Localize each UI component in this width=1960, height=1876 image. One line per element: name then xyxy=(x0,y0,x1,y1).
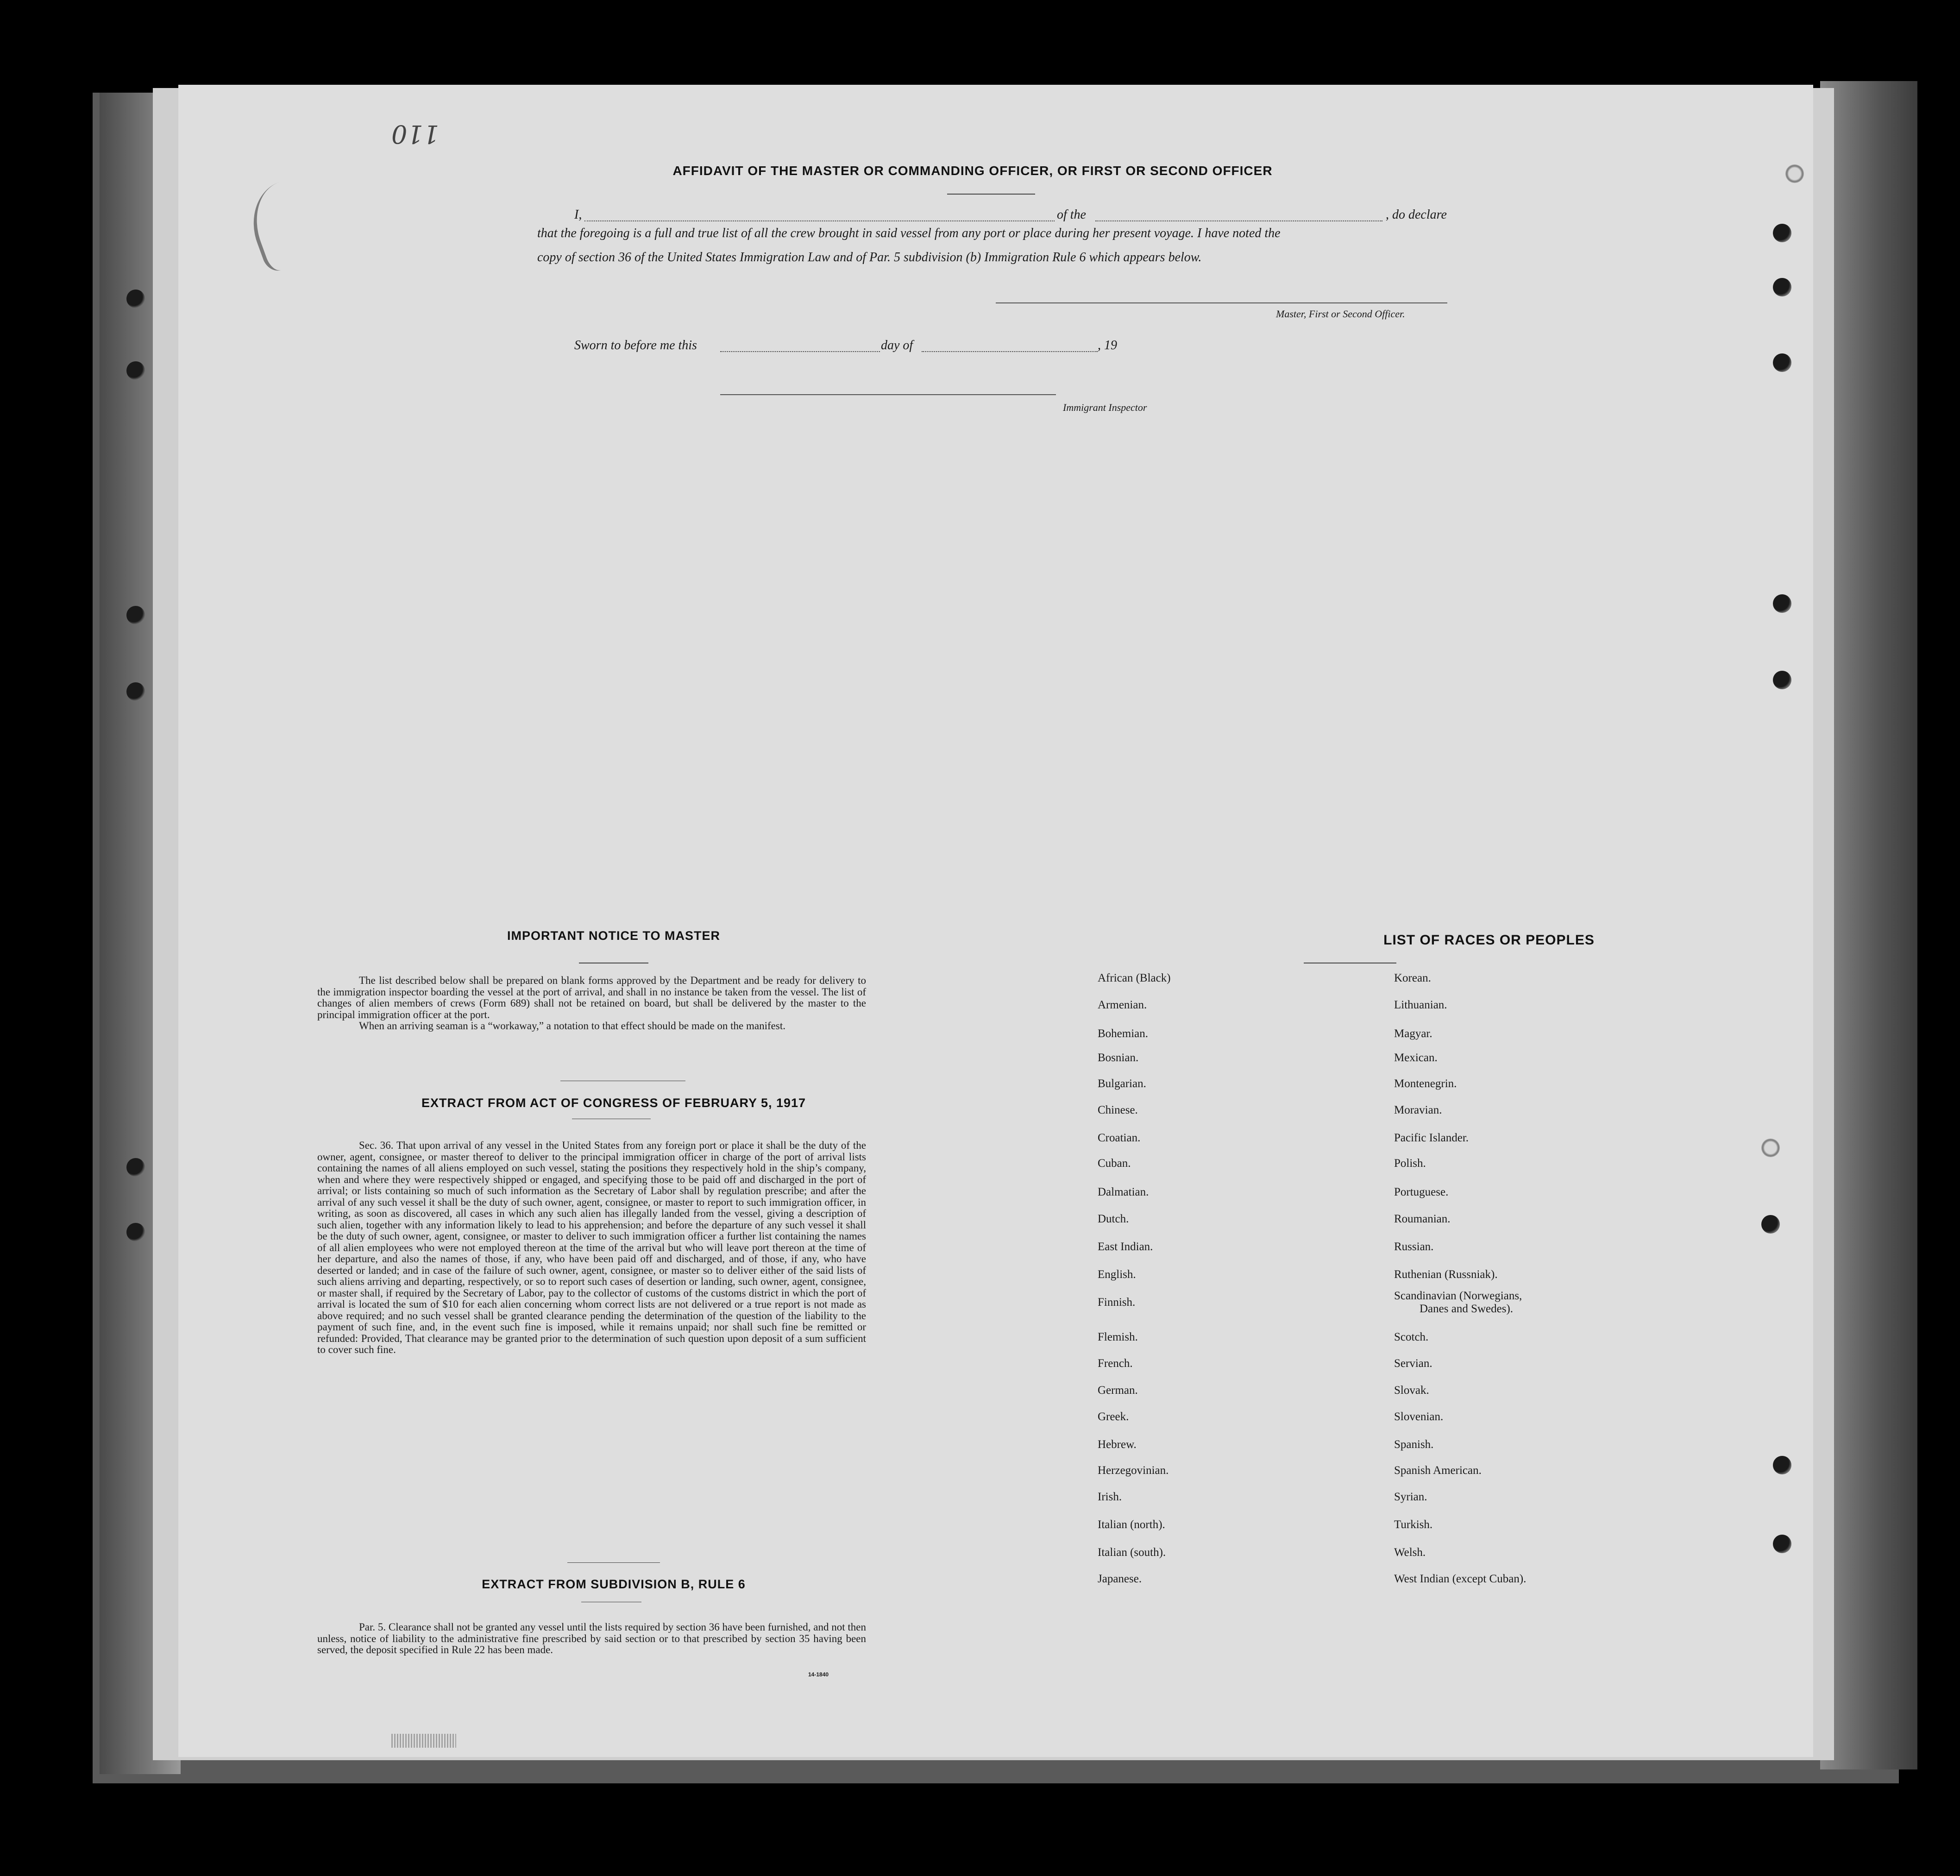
race-entry: German. xyxy=(1098,1384,1138,1397)
race-entry: Greek. xyxy=(1098,1410,1129,1423)
races-right-column xyxy=(1394,972,1672,1694)
race-entry: Slovak. xyxy=(1394,1384,1429,1397)
sworn-day-field[interactable] xyxy=(720,351,880,352)
race-entry: East Indian. xyxy=(1098,1240,1153,1253)
punch-hole-icon xyxy=(1773,671,1791,689)
race-entry: Pacific Islander. xyxy=(1394,1132,1469,1144)
notice-paragraph-2: When an arriving seaman is a “workaway,” a notation to that effect should be made on the manifest. xyxy=(359,1020,785,1032)
race-entry: Dutch. xyxy=(1098,1213,1129,1225)
race-entry: Ruthenian (Russniak). xyxy=(1394,1268,1498,1281)
races-title: LIST OF RACES OR PEOPLES xyxy=(1383,932,1595,948)
race-entry: Spanish. xyxy=(1394,1438,1434,1451)
section-36-text: Sec. 36. That upon arrival of any vessel in the United States from any foreign port or place it shall be the duty of the owner, agent, consignee, or master thereof to deliver to the principal immigration officer in charge of the port of arrival lists containing the names of all aliens employed on such vessel, stating the positions they respectively hold in the ship’s company, when and where they were respectively shipped or engaged, and specifying those to be paid off and discharged in the port of arrival; or lists containing so much of such information as the Secretary of Labor shall by regulation prescribe; and after the arrival of any such vessel it shall be the duty of such owner, agent, consignee, or master to report to such immigration officer, in writing, as soon as discovered, all cases in which any such alien has illegally landed from the vessel, giving a description of such alien, together with any information likely to lead to his apprehension; and before the departure of any such vessel it shall be the duty of such owner, agent, consignee, or master to deliver to such immigration officer a further list containing the names of all alien employees who were not employed thereon at the time of the arrival but who will leave port thereon at the time of her departure, and also the names of those, if any, who have been paid off and discharged, and of those, if any, who have deserted or landed; and in case of the failure of such owner, agent, consignee, or master so to deliver either of the said lists of such aliens arriving and departing, respectively, or so to report such cases of desertion or landing, such owner, agent, consignee, or master shall, if required by the Secretary of Labor, pay to the collector of customs of the customs district in which the port of arrival is located the sum of $10 for each alien concerning whom correct lists are not delivered or a true report is not made as above required; and no such vessel shall be granted clearance pending the determination of the question of the liability to the payment of such fine, and, in the event such fine is imposed, while it remains unpaid; nor shall such fine be remitted or refunded: Provided, That clearance may be granted prior to the determination of such question upon deposit of a sum sufficient to cover such fine. xyxy=(317,1139,866,1355)
notice-body xyxy=(317,975,866,1032)
vessel-field[interactable] xyxy=(1095,220,1382,221)
race-entry: Polish. xyxy=(1394,1157,1426,1170)
declaration-i: I, xyxy=(574,208,582,222)
race-entry: Finnish. xyxy=(1098,1296,1136,1309)
punch-hole-icon xyxy=(1773,1535,1791,1553)
section-divider xyxy=(567,1562,660,1563)
handwritten-mark xyxy=(240,173,333,275)
race-entry: French. xyxy=(1098,1357,1133,1370)
form-code: 14-1840 xyxy=(808,1671,829,1678)
race-entry: Cuban. xyxy=(1098,1157,1131,1170)
race-entry: Bosnian. xyxy=(1098,1051,1139,1064)
race-entry: Slovenian. xyxy=(1394,1410,1444,1423)
race-entry: Irish. xyxy=(1098,1491,1122,1503)
punch-hole-icon xyxy=(126,290,145,308)
race-entry: Italian (north). xyxy=(1098,1518,1165,1531)
punch-hole-icon xyxy=(126,361,145,380)
race-entry: African (Black) xyxy=(1098,972,1171,984)
races-left-column xyxy=(1098,972,1329,1694)
race-entry: Croatian. xyxy=(1098,1132,1141,1144)
race-entry: Japanese. xyxy=(1098,1573,1142,1585)
sworn-month-field[interactable] xyxy=(922,351,1098,352)
sworn-day-of: day of xyxy=(881,338,913,353)
punch-hole-icon xyxy=(1773,1456,1791,1474)
race-entry: Russian. xyxy=(1394,1240,1434,1253)
punch-hole-icon xyxy=(126,606,145,624)
punch-hole-icon xyxy=(1773,353,1791,372)
sworn-line xyxy=(574,338,1125,355)
handwritten-page-number: 110 xyxy=(391,120,440,149)
race-entry: Herzegovinian. xyxy=(1098,1464,1169,1477)
race-entry: Dalmatian. xyxy=(1098,1186,1149,1198)
race-entry: Montenegrin. xyxy=(1394,1077,1457,1090)
declaration-line-3: copy of section 36 of the United States Immigration Law and of Par. 5 subdivision (b) Immigration Rule 6 which appears below. xyxy=(537,250,1202,264)
master-signature-caption: Master, First or Second Officer. xyxy=(1276,308,1405,320)
affidavit-title: AFFIDAVIT OF THE MASTER OR COMMANDING OFFICER, OR FIRST OR SECOND OFFICER xyxy=(672,164,1273,178)
race-entry: Spanish American. xyxy=(1394,1464,1482,1477)
punch-hole-icon xyxy=(1773,594,1791,613)
punch-hole-icon xyxy=(126,1158,145,1177)
race-entry: Bulgarian. xyxy=(1098,1077,1146,1090)
race-entry: Scandinavian (Norwegians, xyxy=(1394,1290,1522,1302)
race-entry: Korean. xyxy=(1394,972,1431,984)
race-entry: Servian. xyxy=(1394,1357,1432,1370)
race-entry: Hebrew. xyxy=(1098,1438,1137,1451)
notice-title: IMPORTANT NOTICE TO MASTER xyxy=(507,929,720,943)
race-entry: Magyar. xyxy=(1394,1027,1432,1040)
race-entry: Roumanian. xyxy=(1394,1213,1451,1225)
act-extract-title: EXTRACT FROM ACT OF CONGRESS OF FEBRUARY 5, 1917 xyxy=(421,1096,806,1110)
punch-hole-icon xyxy=(1761,1215,1780,1234)
race-entry: West Indian (except Cuban). xyxy=(1394,1573,1527,1585)
race-entry: Chinese. xyxy=(1098,1104,1138,1116)
race-entry: Welsh. xyxy=(1394,1546,1426,1559)
punch-hole-icon xyxy=(126,682,145,701)
punch-hole-icon xyxy=(1785,164,1804,183)
declaration-line-2: that the foregoing is a full and true list of all the crew brought in said vessel from any port or place during her present voyage. I have noted the xyxy=(537,226,1281,240)
inspector-signature-line[interactable] xyxy=(720,394,1056,395)
race-entry: Turkish. xyxy=(1394,1518,1433,1531)
notice-paragraph-1: The list described below shall be prepared on blank forms approved by the Department and be ready for delivery to the immigration inspector boarding the vessel at the port of arrival, and shall in no instance be taken from the vessel. The list of changes of alien members of crews (Form 689) shall not be retained on board, but shall be delivered by the master to the principal immigration officer at the port. xyxy=(317,975,866,1020)
punch-hole-icon xyxy=(1773,224,1791,242)
inspector-caption: Immigrant Inspector xyxy=(1063,402,1147,413)
race-entry: Bohemian. xyxy=(1098,1027,1149,1040)
declaration-of-the: of the xyxy=(1057,208,1086,222)
declaration-line-1 xyxy=(574,208,1487,224)
rule-extract-title: EXTRACT FROM SUBDIVISION B, RULE 6 xyxy=(482,1577,746,1591)
race-entry: Mexican. xyxy=(1394,1051,1438,1064)
affidavit-title-rule xyxy=(947,194,1035,195)
act-extract-body xyxy=(317,1140,866,1356)
binder-edge-right xyxy=(1820,81,1917,1769)
sworn-prefix: Sworn to before me this xyxy=(574,338,697,353)
race-entry: Scotch. xyxy=(1394,1331,1429,1343)
rule-extract-body xyxy=(317,1622,866,1656)
document-page xyxy=(178,85,1813,1757)
race-entry: Syrian. xyxy=(1394,1491,1427,1503)
race-entry-continuation: Danes and Swedes). xyxy=(1420,1303,1514,1315)
race-entry: Flemish. xyxy=(1098,1331,1138,1343)
name-field[interactable] xyxy=(584,220,1055,221)
race-entry: English. xyxy=(1098,1268,1136,1281)
race-entry: Portuguese. xyxy=(1394,1186,1449,1198)
punch-hole-icon xyxy=(1773,278,1791,296)
punch-hole-icon xyxy=(1761,1139,1780,1157)
race-entry: Lithuanian. xyxy=(1394,999,1447,1011)
race-entry: Armenian. xyxy=(1098,999,1147,1011)
declaration-do-declare: , do declare xyxy=(1386,208,1447,222)
master-signature-line[interactable] xyxy=(996,302,1447,303)
sworn-year: , 19 xyxy=(1098,338,1117,353)
par-5-text: Par. 5. Clearance shall not be granted any vessel until the lists required by section 36 have been furnished, and not then unless, notice of liability to the administrative fine prescribed by said section or to that prescribed by section 35 having been served, the deposit specified in Rule 22 has been made. xyxy=(317,1621,866,1656)
punch-hole-icon xyxy=(126,1223,145,1241)
race-entry: Moravian. xyxy=(1394,1104,1442,1116)
race-entry: Italian (south). xyxy=(1098,1546,1166,1559)
archive-stamp xyxy=(391,1734,456,1748)
